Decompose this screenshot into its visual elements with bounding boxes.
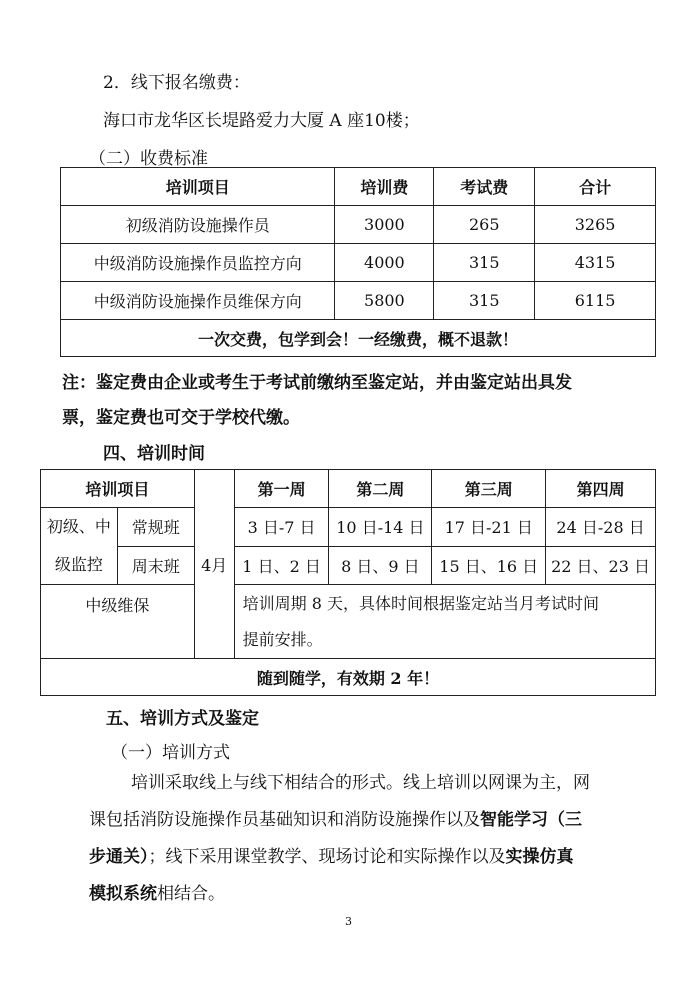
week-3-header: 第三周 <box>432 470 546 508</box>
training-time-table <box>40 469 656 696</box>
fee-cell-project: 中级消防设施操作员维保方向 <box>61 282 335 320</box>
week-1-header: 第一周 <box>234 470 329 508</box>
weekend-week-4: 22 日、23 日 <box>546 546 656 585</box>
group-label-cell <box>41 508 118 585</box>
paragraph-line-3 <box>89 839 659 876</box>
paragraph-line-3-emphasis-end: 实操仿真 <box>505 847 574 867</box>
offline-registration-label: 2．线下报名缴费： <box>103 73 250 93</box>
maintenance-label: 中级维保 <box>41 585 195 659</box>
method-subheading: （一）培训方式 <box>111 743 230 763</box>
regular-week-4: 24 日-28 日 <box>546 508 656 547</box>
group-label-line-1: 初级、中 <box>46 517 111 536</box>
fee-cell-training: 4000 <box>335 244 434 282</box>
fee-header-project: 培训项目 <box>61 168 335 206</box>
paragraph-line-1: 培训采取线上与线下相结合的形式。线上培训以网课为主，网 <box>131 773 590 793</box>
regular-week-1: 3 日-7 日 <box>234 508 329 547</box>
address-text: 海口市龙华区长堤路爱力大厦 A 座10楼； <box>103 111 420 131</box>
paragraph-line-4-emphasis: 模拟系统 <box>89 884 157 904</box>
method-heading: 五、培训方式及鉴定 <box>106 709 259 729</box>
method-paragraph <box>89 765 659 913</box>
paragraph-line-4-text: 相结合。 <box>157 884 225 904</box>
fee-header-total: 合计 <box>535 168 656 206</box>
time-header-project: 培训项目 <box>41 470 195 508</box>
training-time-heading: 四、培训时间 <box>103 444 205 464</box>
weekend-week-1: 1 日、2 日 <box>234 546 329 585</box>
group-label-line-2: 级监控 <box>54 555 103 574</box>
paragraph-line-2-emphasis: 智能学习（三 <box>480 810 582 830</box>
fee-section-heading: （二）收费标准 <box>89 149 208 169</box>
fee-cell-project: 中级消防设施操作员监控方向 <box>61 244 335 282</box>
fee-header-training: 培训费 <box>335 168 434 206</box>
paragraph-line-4 <box>89 876 659 913</box>
fee-cell-training: 3000 <box>335 206 434 244</box>
fee-cell-exam: 315 <box>434 244 535 282</box>
page-number: 3 <box>345 915 352 928</box>
time-table-footer: 随到随学，有效期 2 年！ <box>41 659 656 696</box>
fee-cell-exam: 315 <box>434 282 535 320</box>
fee-cell-project: 初级消防设施操作员 <box>61 206 335 244</box>
note-line-1: 注：鉴定费由企业或考生于考试前缴纳至鉴定站，并由鉴定站出具发 <box>62 373 572 393</box>
fee-cell-training: 5800 <box>335 282 434 320</box>
weekend-week-3: 15 日、16 日 <box>432 546 546 585</box>
weekend-week-2: 8 日、9 日 <box>329 546 432 585</box>
regular-week-3: 17 日-21 日 <box>432 508 546 547</box>
regular-class-label: 常规班 <box>117 508 194 547</box>
fee-cell-exam: 265 <box>434 206 535 244</box>
table-row <box>41 508 656 547</box>
fee-table <box>60 167 656 357</box>
regular-week-2: 10 日-14 日 <box>329 508 432 547</box>
table-row <box>41 585 656 659</box>
note-line-2: 票，鉴定费也可交于学校代缴。 <box>62 408 300 428</box>
table-row <box>41 546 656 585</box>
paragraph-line-3-emphasis-start: 步通关） <box>89 847 149 867</box>
week-2-header: 第二周 <box>329 470 432 508</box>
paragraph-line-2-text: 课包括消防设施操作员基础知识和消防设施操作以及 <box>89 810 480 830</box>
paragraph-line-3-text: ；线下采用课堂教学、现场讨论和实际操作以及 <box>148 847 506 867</box>
fee-header-exam: 考试费 <box>434 168 535 206</box>
table-row <box>61 244 656 282</box>
month-cell: 4月 <box>194 470 234 659</box>
weekend-class-label: 周末班 <box>117 546 194 585</box>
maintenance-note-line-1: 培训周期 8 天，具体时间根据鉴定站当月考试时间 <box>242 593 600 613</box>
table-row <box>61 206 656 244</box>
week-4-header: 第四周 <box>546 470 656 508</box>
fee-cell-total: 3265 <box>535 206 656 244</box>
fee-cell-total: 6115 <box>535 282 656 320</box>
fee-table-footer: 一次交费，包学到会！一经缴费，概不退款！ <box>61 320 656 357</box>
maintenance-note-line-2: 提前安排。 <box>242 629 323 649</box>
maintenance-note <box>234 585 655 659</box>
fee-cell-total: 4315 <box>535 244 656 282</box>
table-row <box>61 282 656 320</box>
paragraph-line-2 <box>89 802 659 839</box>
